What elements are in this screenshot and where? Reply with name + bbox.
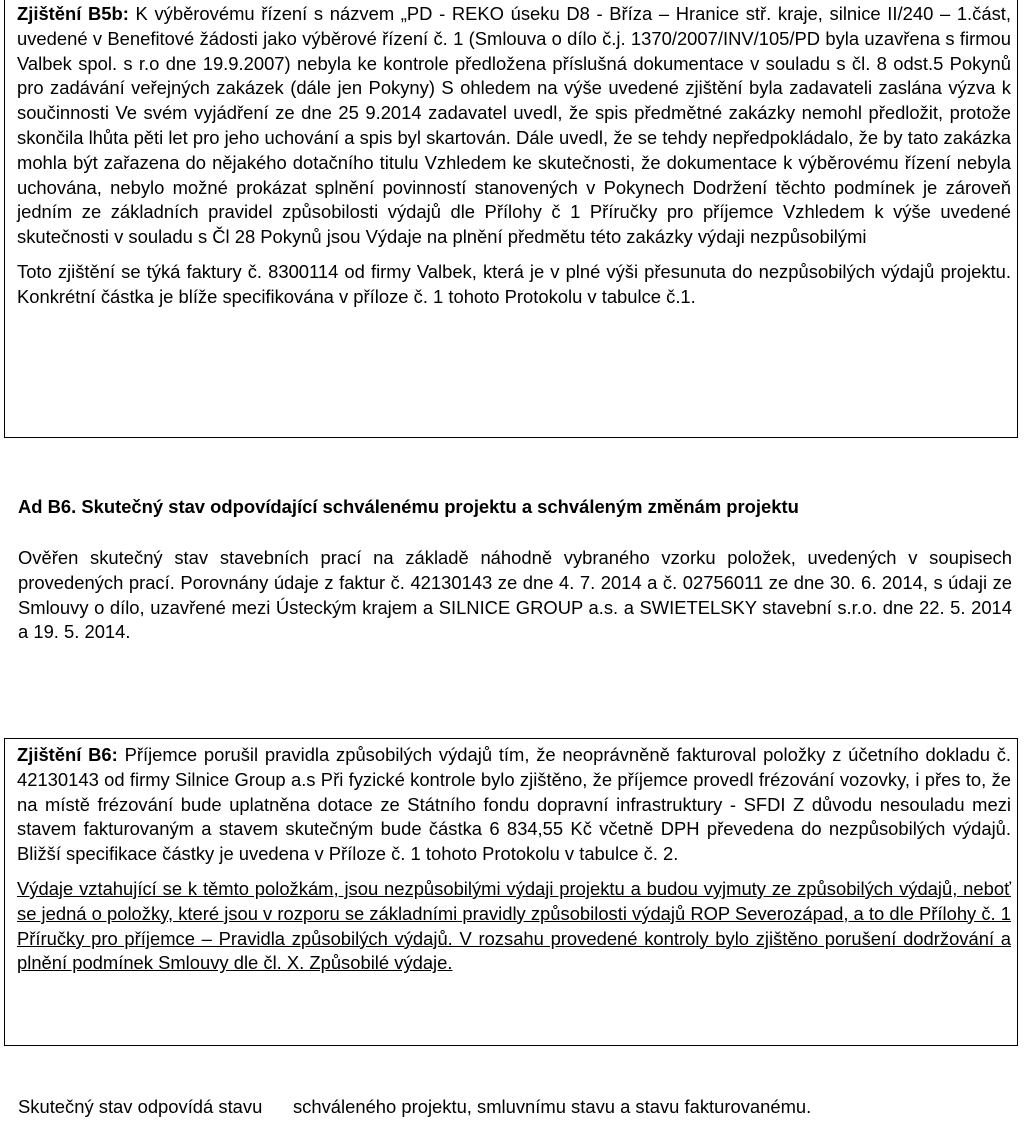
finding-b6-paragraph <box>17 743 1011 867</box>
finding-b6-underlined-paragraph: Výdaje vztahující se k těmto položkám, jsou nezpůsobilými výdaji projektu a budou vyjmuty ze způsobilých výdajů, neboť se jedná o položky, které jsou v rozporu se základními pravidly způsobilosti výdajů ROP Severozápad, a to dle Přílohy č. 1 Příručky pro příjemce – Pravidla způsobilých výdajů. V rozsahu provedené kontroly bylo zjištěno porušení dodržování a plnění podmínek Smlouvy dle čl. X. Způsobilé výdaje. <box>17 877 1011 974</box>
finding-b6-box <box>4 738 1018 1046</box>
section-heading-ad-b6: Ad B6. Skutečný stav odpovídající schválenému projektu a schváleným změnám projektu <box>18 496 799 517</box>
finding-b5b-paragraph <box>17 2 1011 250</box>
finding-b6-label: Zjištění B6: <box>17 744 118 765</box>
finding-b6-text: Příjemce porušil pravidla způsobilých výdajů tím, že neoprávněně fakturoval položky z účetního dokladu č. 42130143 od firmy Silnice Group a.s Při fyzické kontrole bylo zjištěno, že příjemce provedl frézování vozovky, i přes to, že na místě frézování bude uplatněna dotace ze Státního fondu dopravní infrastruktury - SFDI Z důvodu nesouladu mezi stavem fakturovaným a stavem skutečným bude částka 6 834,55 Kč včetně DPH převedena do nezpůsobilých výdajů. Bližší specifikace částky je uvedena v Příloze č. 1 tohoto Protokolu v tabulce č. 2. <box>17 744 1011 865</box>
conclusion-line: Skutečný stav odpovídá stavu schváleného projektu, smluvnímu stavu a stavu fakturovanému. <box>18 1096 812 1117</box>
finding-b5b-label: Zjištění B5b: <box>17 3 129 24</box>
finding-b5b-text: K výběrovému řízení s názvem „PD - REKO úseku D8 - Bříza – Hranice stř. kraje, silnice II/240 – 1.část, uvedené v Benefitové žádosti jako výběrové řízení č. 1 (Smlouva o dílo č.j. 1370/2007/INV/105/PD byla uzavřena s firmou Valbek spol. s r.o dne 19.9.2007) nebyla ke kontrole předložena příslušná dokumentace v souladu s čl. 8 odst.5 Pokynů pro zadávání veřejných zakázek (dále jen Pokyny) S ohledem na výše uvedené zjištění byla zadavateli zaslána výzva k součinnosti Ve svém vyjádření ze dne 25 9.2014 zadavatel uvedl, že spis předmětné zakázky nemohl předložit, protože skončila lhůta pěti let pro jeho uchování a spis byl skartován. Dále uvedl, že se tehdy nepředpokládalo, že by tato zakázka mohla být zařazena do nějakého dotačního titulu Vzhledem ke skutečnosti, že dokumentace k výběrovému řízení nebyla uchována, nebylo možné prokázat splnění povinností stanovených v Pokynech Dodržení těchto podmínek je zároveň jedním ze základních pravidel způsobilosti výdajů dle Přílohy č 1 Příručky pro příjemce Vzhledem k výše uvedené skutečnosti v souladu s Čl 28 Pokynů jsou Výdaje na plnění předmětu této zakázky výdaji nezpůsobilými <box>17 3 1011 248</box>
finding-b5b-invoice-note: Toto zjištění se týká faktury č. 8300114 od firmy Valbek, která je v plné výši přesunuta do nezpůsobilých výdajů projektu. Konkrétní částka je blíže specifikována v příloze č. 1 tohoto Protokolu v tabulce č.1. <box>17 260 1011 307</box>
finding-b5b-box <box>4 0 1018 438</box>
ad-b6-paragraph: Ověřen skutečný stav stavebních prací na základě náhodně vybraného vzorku položek, uvedených v soupisech provedených prací. Porovnány údaje z faktur č. 42130143 ze dne 4. 7. 2014 a č. 02756011 ze dne 30. 6. 2014, s údaji ze Smlouvy o dílo, uzavřené mezi Ústeckým krajem a SILNICE GROUP a.s. a SWIETELSKY stavební s.r.o. dne 22. 5. 2014 a 19. 5. 2014. <box>18 547 1012 643</box>
